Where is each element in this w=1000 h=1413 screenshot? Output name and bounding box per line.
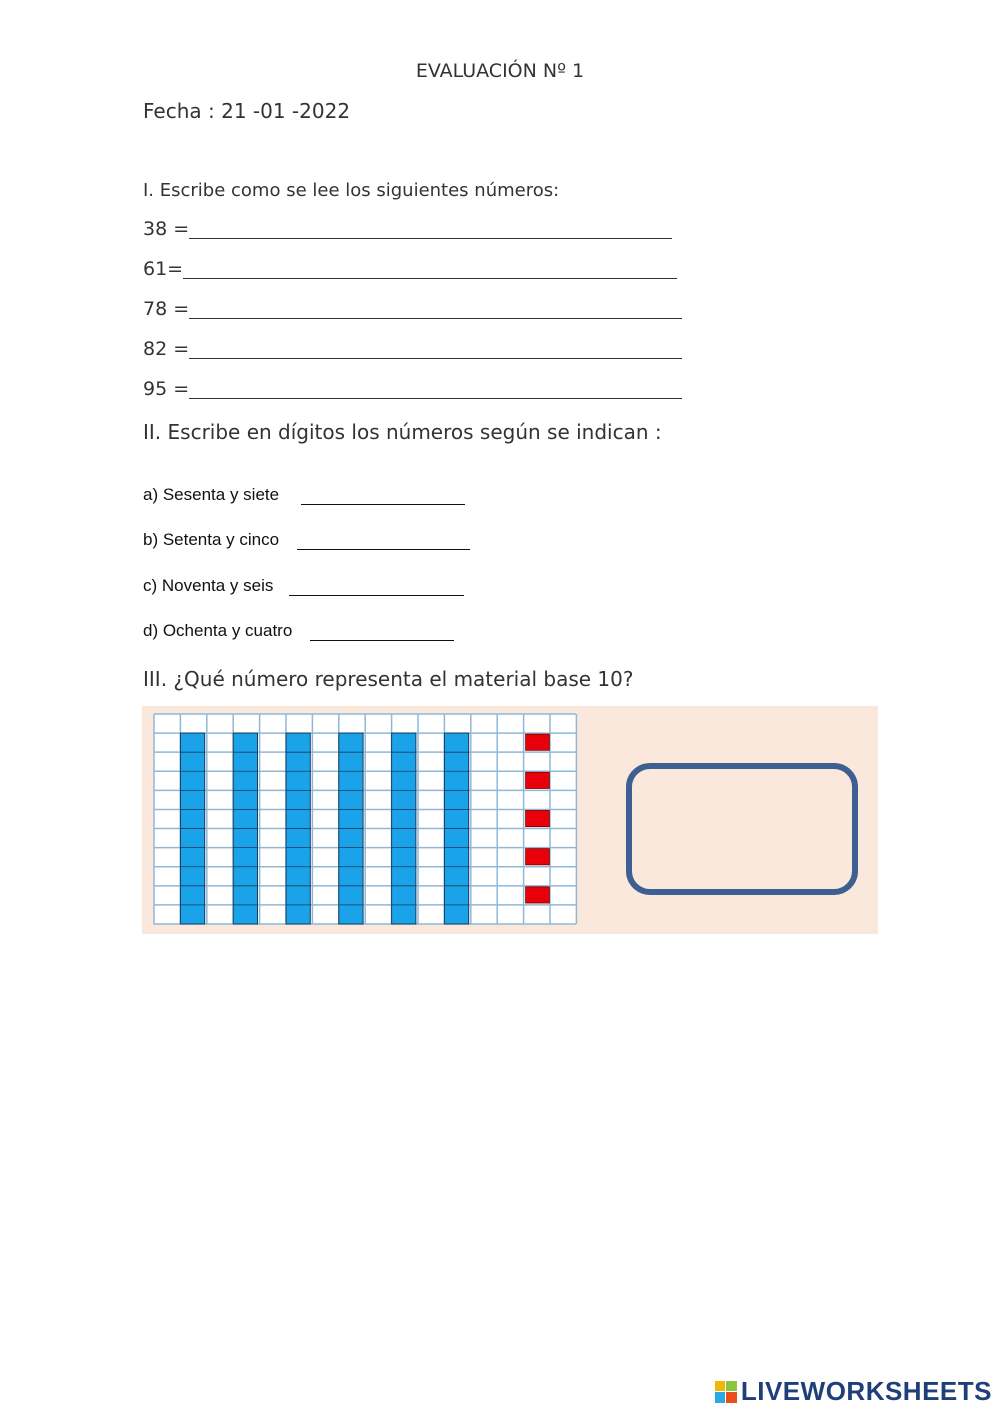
answer-line[interactable] [189,318,682,319]
number-row-61 [143,258,683,284]
answer-line[interactable] [189,398,682,399]
number-row-38 [143,218,683,244]
number-label: 95 = [143,378,190,400]
option-label: a) Sesenta y siete [143,485,280,504]
page-title: EVALUACIÓN Nº 1 [415,60,585,82]
section-3-heading: III. ¿Qué número representa el material base 10? [143,667,634,691]
answer-line[interactable] [310,640,454,641]
number-label: 82 = [143,338,190,360]
brand-name: LIVEWORKSHEETS [740,1376,992,1406]
answer-line[interactable] [297,549,470,550]
number-label: 78 = [143,298,190,320]
option-c [143,576,473,600]
logo-icon [715,1381,737,1403]
answer-box[interactable] [626,763,858,895]
number-label: 38 = [143,218,190,240]
option-d [143,621,473,645]
answer-line[interactable] [189,358,682,359]
answer-line[interactable] [289,595,464,596]
base10-panel [142,706,878,934]
unit-cube [526,772,550,788]
unit-cube [526,887,550,903]
option-b [143,530,473,554]
unit-cube [526,849,550,865]
number-row-82 [143,338,688,364]
section-2-heading: II. Escribe en dígitos los números según se indican : [143,420,662,444]
date-label: Fecha : 21 -01 -2022 [143,99,351,123]
option-a [143,485,473,509]
answer-line[interactable] [189,238,672,239]
number-row-95 [143,378,688,404]
section-1-heading: I. Escribe como se lee los siguientes números: [143,180,560,201]
number-label: 61= [143,258,184,280]
option-label: c) Noventa y seis [143,576,274,595]
option-label: d) Ochenta y cuatro [143,621,293,640]
unit-cube [526,810,550,826]
answer-line[interactable] [183,278,677,279]
base10-blocks-illustration [142,706,582,934]
option-label: b) Setenta y cinco [143,530,280,549]
unit-cube [526,734,550,750]
liveworksheets-logo [715,1376,992,1407]
answer-line[interactable] [301,504,465,505]
number-row-78 [143,298,688,324]
